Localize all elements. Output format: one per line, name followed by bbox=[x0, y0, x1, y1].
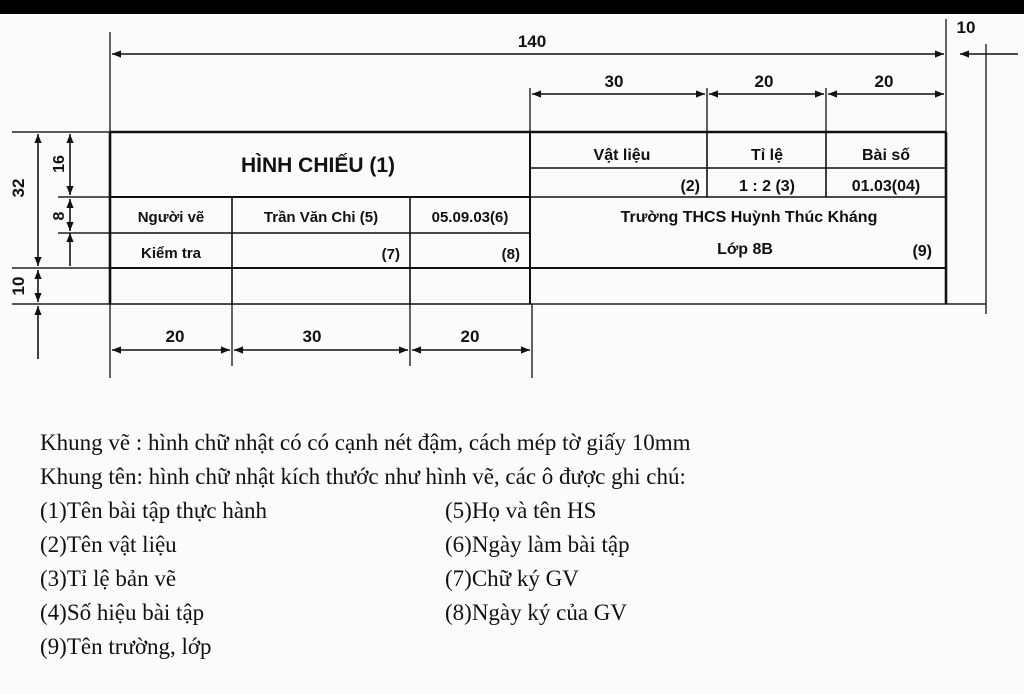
scale-value: 1 : 2 (3) bbox=[738, 178, 796, 195]
dim-label-20-top-b: 20 bbox=[874, 72, 894, 91]
note-item-5: (5)Họ và tên HS bbox=[445, 498, 597, 523]
note-item-9: (9)Tên trường, lớp bbox=[40, 634, 212, 659]
note-row bbox=[40, 630, 691, 664]
dim-label-32: 32 bbox=[9, 178, 28, 198]
dim-label-20-bottom-b: 20 bbox=[460, 327, 480, 346]
dim-label-8: 8 bbox=[51, 211, 68, 221]
note-item-8: (8)Ngày ký của GV bbox=[445, 600, 628, 625]
school-note: (9) bbox=[912, 243, 932, 260]
drawn-by-label: Người vẽ bbox=[137, 209, 205, 226]
sheet-no-value: 01.03(04) bbox=[851, 178, 921, 195]
dim-label-30-top: 30 bbox=[604, 72, 624, 91]
note-title-block-description: Khung tên: hình chữ nhật kích thước như hình vẽ, các ô được ghi chú: bbox=[40, 464, 686, 489]
dim-label-10-left: 10 bbox=[9, 276, 28, 296]
note-row bbox=[40, 596, 691, 630]
sheet-no-header: Bài số bbox=[861, 147, 911, 164]
scale-header: Tỉ lệ bbox=[750, 147, 784, 164]
note-item-4: (4)Số hiệu bài tập bbox=[40, 600, 205, 625]
checked-label: Kiểm tra bbox=[140, 245, 202, 262]
dim-label-20-bottom-a: 20 bbox=[165, 327, 185, 346]
dim-label-140: 140 bbox=[517, 32, 547, 51]
note-item-6: (6)Ngày làm bài tập bbox=[445, 532, 630, 557]
note-item-7: (7)Chữ ký GV bbox=[445, 566, 579, 591]
drawn-by-name: Trần Văn Chi (5) bbox=[263, 209, 379, 226]
drawing-sheet bbox=[0, 14, 1024, 694]
note-row bbox=[40, 528, 691, 562]
drawn-date: 05.09.03(6) bbox=[431, 209, 509, 226]
class-name: Lớp 8B bbox=[717, 241, 773, 258]
dimension-lines bbox=[38, 54, 1018, 359]
note-item-3: (3)Tỉ lệ bản vẽ bbox=[40, 566, 177, 591]
extension-lines bbox=[12, 19, 986, 378]
school-name: Trường THCS Huỳnh Thúc Kháng bbox=[620, 209, 878, 226]
dim-label-30-bottom: 30 bbox=[302, 327, 322, 346]
checked-date: (8) bbox=[501, 246, 520, 263]
dim-label-20-top-a: 20 bbox=[754, 72, 774, 91]
note-row bbox=[40, 562, 691, 596]
notes-section bbox=[40, 426, 691, 664]
dim-label-10-top: 10 bbox=[956, 18, 976, 37]
note-item-2: (2)Tên vật liệu bbox=[40, 532, 177, 557]
drawing-title: HÌNH CHIẾU (1) bbox=[240, 154, 396, 177]
note-row bbox=[40, 494, 691, 528]
checked-sign: (7) bbox=[381, 246, 400, 263]
note-item-1: (1)Tên bài tập thực hành bbox=[40, 498, 268, 523]
material-value: (2) bbox=[680, 178, 700, 195]
note-frame-description: Khung vẽ : hình chữ nhật có có cạnh nét đậm, cách mép tờ giấy 10mm bbox=[40, 430, 691, 455]
material-header: Vật liệu bbox=[593, 147, 651, 164]
dim-label-16: 16 bbox=[51, 155, 68, 173]
title-block-drawing bbox=[0, 14, 1024, 414]
